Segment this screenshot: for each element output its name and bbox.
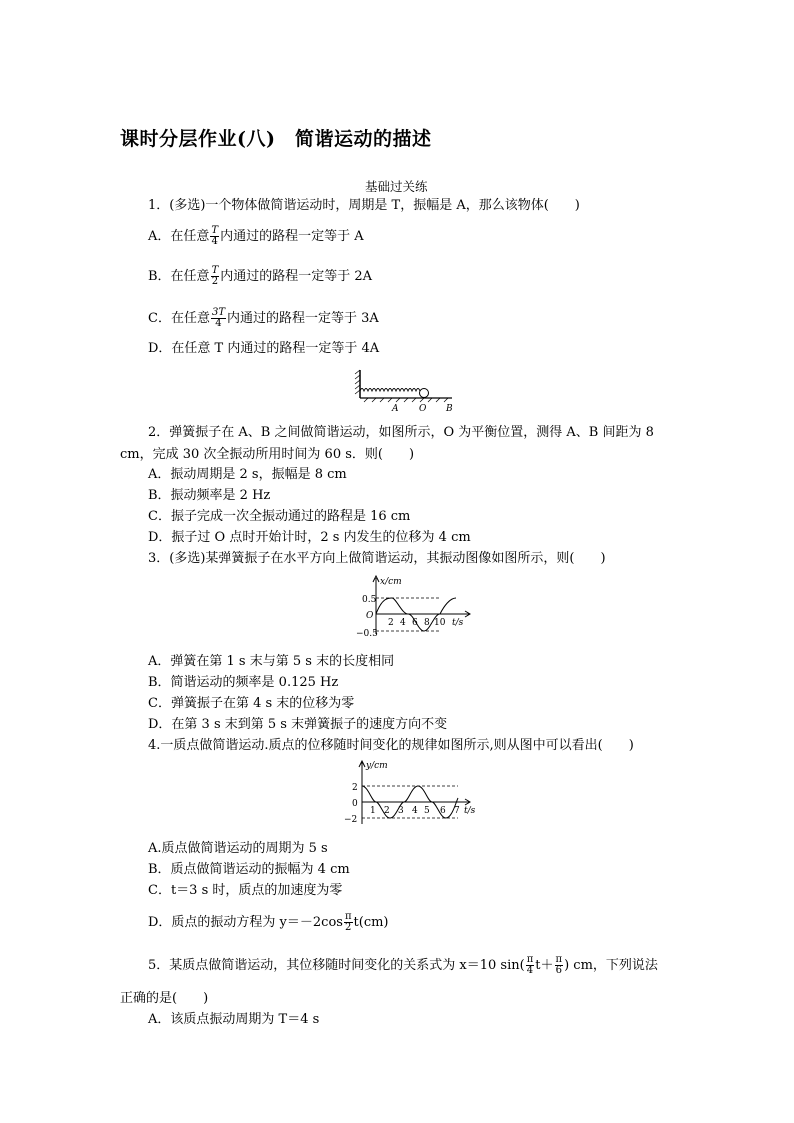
q5-stem-pre: 5．某质点做简谐运动，其位移随时间变化的关系式为 x＝10 sin( [148,958,525,973]
q1-option-b [148,266,372,287]
q5-frac-1-num: π [526,954,534,965]
section-heading: 基础过关练 [365,179,428,194]
q4-option-b: B．质点做简谐运动的振幅为 4 cm [148,862,350,877]
q4-d-den: 2 [345,922,352,933]
q3-option-b: B．简谐运动的频率是 0.125 Hz [148,675,339,690]
q1-stem: 1．(多选)一个物体做简谐运动时，周期是 T，振幅是 A，那么该物体( ) [148,198,580,213]
q5-frac-2-num: π [555,954,563,965]
fig2-tick-2: 2 [388,618,394,628]
q4-stem: 4.一质点做简谐运动.质点的位移随时间变化的规律如图所示,则从图中可以看出( ) [148,738,634,753]
q5-stem-post: ) cm，下列说法 [564,958,658,973]
fig2-top: 0.5 [362,595,377,605]
fig2-ylabel: x/cm [380,577,402,587]
q1-c-den: 4 [215,318,222,329]
fig2-tick-10: 10 [434,618,446,628]
fig3-tick-2: 2 [384,806,390,816]
q3-option-c: C．弹簧振子在第 4 s 末的位移为零 [148,696,355,711]
fig2-tick-8: 8 [424,618,430,628]
q5-frac-1-den: 4 [526,965,534,976]
q3-stem: 3．(多选)某弹簧振子在水平方向上做简谐运动，其振动图像如图所示，则( ) [148,551,606,566]
q1-option-a [148,226,364,247]
q5-frac-2 [555,955,564,976]
label-o: O [419,404,427,414]
fig3-ylabel: y/cm [366,761,388,771]
q1-b-fraction [211,266,220,287]
page-title: 课时分层作业(八) 简谐运动的描述 [120,128,432,150]
q1-b-num: T [211,265,219,276]
fig3-zero: 0 [352,799,358,809]
q1-a-post: 内通过的路程一定等于 A [220,229,364,244]
q1-option-d: D．在任意 T 内通过的路程一定等于 4A [148,341,380,356]
q4-option-d [148,912,389,933]
fig2-tick-4: 4 [400,618,406,628]
vibration-graph-q4 [340,758,485,830]
q5-frac-2-den: 6 [555,965,562,976]
q2-option-d: D．振子过 O 点时开始计时，2 s 内发生的位移为 4 cm [148,530,471,545]
fig3-tick-3: 3 [398,806,404,816]
q5-stem-mid: t＋ [535,958,554,973]
q4-option-a: A.质点做简谐运动的周期为 5 s [148,841,328,856]
q1-c-num: 3T [211,307,225,318]
fig3-tick-6: 6 [440,806,446,816]
fig3-bottom: −2 [344,815,358,825]
q1-a-fraction [210,226,219,247]
q4-option-c: C．t＝3 s 时，质点的加速度为零 [148,883,343,898]
fig2-tick-6: 6 [412,618,418,628]
q2-option-b: B．振动频率是 2 Hz [148,488,271,503]
q1-a-pre: A．在任意 [148,229,210,244]
q1-a-den: 4 [211,236,218,247]
q1-b-post: 内通过的路程一定等于 2A [220,269,373,284]
q2-stem-line1: 2．弹簧振子在 A、B 之间做简谐运动，如图所示，O 为平衡位置，测得 A、B 间距为 8 [148,425,654,440]
q5-frac-1 [526,955,535,976]
q1-b-pre: B．在任意 [148,269,210,284]
fig3-tick-7: 7 [454,806,460,816]
q1-c-pre: C．在任意 [148,311,210,326]
q4-d-num: π [344,911,352,922]
q3-option-a: A．弹簧在第 1 s 末与第 5 s 末的长度相同 [148,654,395,669]
vibration-graph-q3 [352,574,477,644]
q4-d-post: t(cm) [353,915,389,930]
fig3-top: 2 [352,783,358,793]
fig3-tick-5: 5 [424,806,430,816]
q1-c-fraction [211,308,226,329]
fig2-bottom: −0.5 [356,629,378,639]
label-a: A [392,404,399,414]
q5-stem-line2: 正确的是( ) [120,991,209,1006]
q1-c-post: 内通过的路程一定等于 3A [227,311,379,326]
q2-option-c: C．振子完成一次全振动通过的路程是 16 cm [148,509,411,524]
fig2-origin: O [366,611,374,621]
fig2-xlabel: t/s [452,618,464,628]
fig3-tick-1: 1 [370,806,376,816]
q3-option-d: D．在第 3 s 末到第 5 s 末弹簧振子的速度方向不变 [148,717,448,732]
q2-option-a: A．振动周期是 2 s，振幅是 8 cm [148,467,347,482]
q4-d-pre: D．质点的振动方程为 y＝－2cos [148,915,343,930]
q1-b-den: 2 [211,276,219,287]
q1-a-num: T [211,225,219,236]
q2-stem-line2: cm，完成 30 次全振动所用时间为 60 s．则( ) [120,447,415,462]
fig3-tick-4: 4 [412,806,418,816]
label-b: B [446,404,453,414]
q5-stem-line1 [148,955,658,976]
q1-option-c [148,308,379,329]
q4-d-fraction [344,912,353,933]
q5-option-a: A．该质点振动周期为 T＝4 s [148,1012,320,1027]
spring-oscillator-figure [352,368,462,414]
fig3-xlabel: t/s [464,806,476,816]
